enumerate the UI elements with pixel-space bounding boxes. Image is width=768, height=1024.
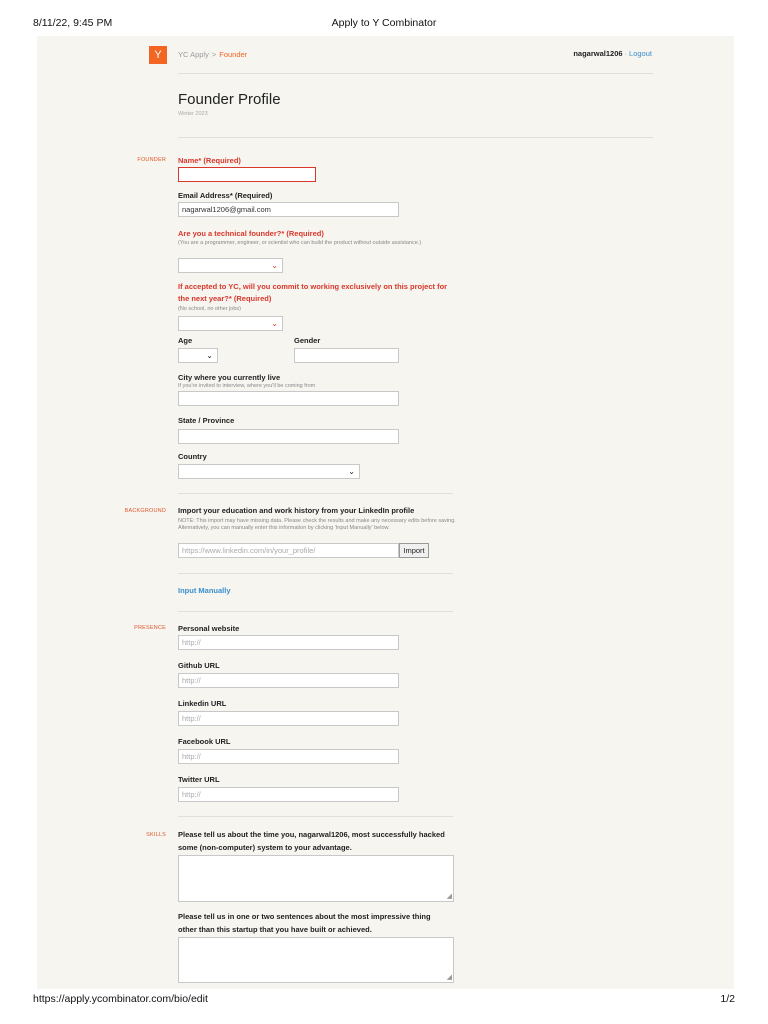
- commit-help: (No school, no other jobs): [178, 306, 241, 312]
- founder-divider: [178, 493, 453, 494]
- city-label: City where you currently live: [178, 373, 281, 382]
- linkedin-import-field[interactable]: [178, 543, 399, 558]
- commit-label-line1: If accepted to YC, will you commit to working exclusively on this project for: [178, 282, 448, 291]
- twitter-url-field[interactable]: [178, 787, 399, 802]
- age-select[interactable]: [178, 348, 218, 363]
- hack-question: [178, 829, 458, 854]
- personal-website-field[interactable]: [178, 635, 399, 650]
- github-url-placeholder: http://: [182, 676, 201, 685]
- state-field[interactable]: [178, 429, 399, 444]
- country-select[interactable]: [178, 464, 360, 479]
- resize-grip-icon[interactable]: ◢: [446, 893, 452, 900]
- name-field[interactable]: [178, 167, 316, 182]
- facebook-url-field[interactable]: [178, 749, 399, 764]
- breadcrumb-root[interactable]: YC Apply: [178, 50, 209, 59]
- commit-label-line2: the next year?* (Required): [178, 294, 272, 303]
- email-field[interactable]: nagarwal1206@gmail.com: [178, 202, 399, 217]
- city-field[interactable]: [178, 391, 399, 406]
- impressive-answer-textarea[interactable]: [178, 937, 454, 983]
- gender-label: Gender: [294, 336, 321, 345]
- section-presence: PRESENCE: [134, 625, 166, 631]
- separator-dot: ·: [624, 49, 628, 58]
- city-help: If you're invited to interview, where you'll be coming from: [178, 383, 316, 389]
- email-label: Email Address* (Required): [178, 191, 273, 200]
- print-url: https://apply.ycombinator.com/bio/edit: [33, 993, 208, 1005]
- page-title: Founder Profile: [178, 91, 281, 108]
- section-background: BACKGROUND: [124, 508, 166, 514]
- twitter-url-placeholder: http://: [182, 790, 201, 799]
- print-page-number: 1/2: [720, 993, 735, 1005]
- impressive-question-line2: other than this startup that you have built or achieved.: [178, 924, 372, 934]
- user-menu: [573, 49, 652, 58]
- hack-question-line1: Please tell us about the time you, nagarwal1206, most successfully hacked: [178, 830, 445, 839]
- breadcrumb-current: Founder: [219, 50, 248, 59]
- facebook-url-label: Facebook URL: [178, 737, 231, 746]
- linkedin-import-note: NOTE: This import may have missing data. Please check the results and make any necessary edits before saving. Alternatively, you can manually enter this information by clicking 'Input Manually' below.: [178, 518, 456, 531]
- page-subtitle: Winter 2023: [178, 111, 208, 117]
- import-button[interactable]: Import: [399, 543, 429, 558]
- resize-grip-icon[interactable]: ◢: [446, 974, 452, 981]
- title-divider: [178, 137, 653, 138]
- hack-question-line2: some (non-computer) system to your advantage.: [178, 842, 352, 852]
- presence-divider: [178, 816, 453, 817]
- impressive-question-line1: Please tell us in one or two sentences about the most impressive thing: [178, 912, 431, 921]
- state-label: State / Province: [178, 416, 235, 425]
- github-url-field[interactable]: [178, 673, 399, 688]
- header-divider: [178, 73, 653, 74]
- linkedin-url-placeholder: http://: [182, 714, 201, 723]
- input-manually-link[interactable]: Input Manually: [178, 586, 231, 595]
- gender-field[interactable]: [294, 348, 399, 363]
- technical-founder-help: (You are a programmer, engineer, or scientist who can build the product without outside assistance.): [178, 240, 422, 246]
- background-divider-1: [178, 573, 453, 574]
- hack-answer-textarea[interactable]: [178, 855, 454, 902]
- section-skills: SKILLS: [146, 832, 166, 838]
- linkedin-import-label: Import your education and work history from your LinkedIn profile: [178, 506, 415, 515]
- print-datetime: 8/11/22, 9:45 PM: [33, 17, 113, 29]
- username: nagarwal1206: [573, 49, 623, 58]
- print-header: [0, 17, 768, 31]
- personal-website-placeholder: http://: [182, 638, 201, 647]
- logout-link[interactable]: Logout: [629, 49, 652, 58]
- name-label: Name* (Required): [178, 156, 241, 165]
- chevron-down-icon: ⌄: [348, 467, 355, 476]
- technical-founder-select[interactable]: [178, 258, 283, 273]
- breadcrumb: [178, 50, 247, 59]
- impressive-question: [178, 911, 458, 936]
- section-founder: FOUNDER: [137, 157, 166, 163]
- github-url-label: Github URL: [178, 661, 220, 670]
- linkedin-url-label: Linkedin URL: [178, 699, 227, 708]
- facebook-url-placeholder: http://: [182, 752, 201, 761]
- chevron-down-icon: ⌄: [271, 261, 278, 270]
- personal-website-label: Personal website: [178, 624, 240, 633]
- print-doc-title: Apply to Y Combinator: [331, 17, 437, 29]
- chevron-down-icon: ⌄: [271, 319, 278, 328]
- linkedin-import-placeholder: https://www.linkedin.com/in/your_profile/: [182, 546, 316, 555]
- breadcrumb-separator: >: [211, 50, 217, 59]
- twitter-url-label: Twitter URL: [178, 775, 220, 784]
- commit-select[interactable]: [178, 316, 283, 331]
- age-label: Age: [178, 336, 193, 345]
- linkedin-url-field[interactable]: [178, 711, 399, 726]
- background-divider-2: [178, 611, 453, 612]
- yc-logo[interactable]: Y: [149, 46, 167, 64]
- technical-founder-label: Are you a technical founder?* (Required): [178, 229, 324, 238]
- print-footer: [0, 993, 768, 1007]
- chevron-down-icon: ⌄: [206, 351, 213, 360]
- country-label: Country: [178, 452, 207, 461]
- form-page: [37, 36, 734, 989]
